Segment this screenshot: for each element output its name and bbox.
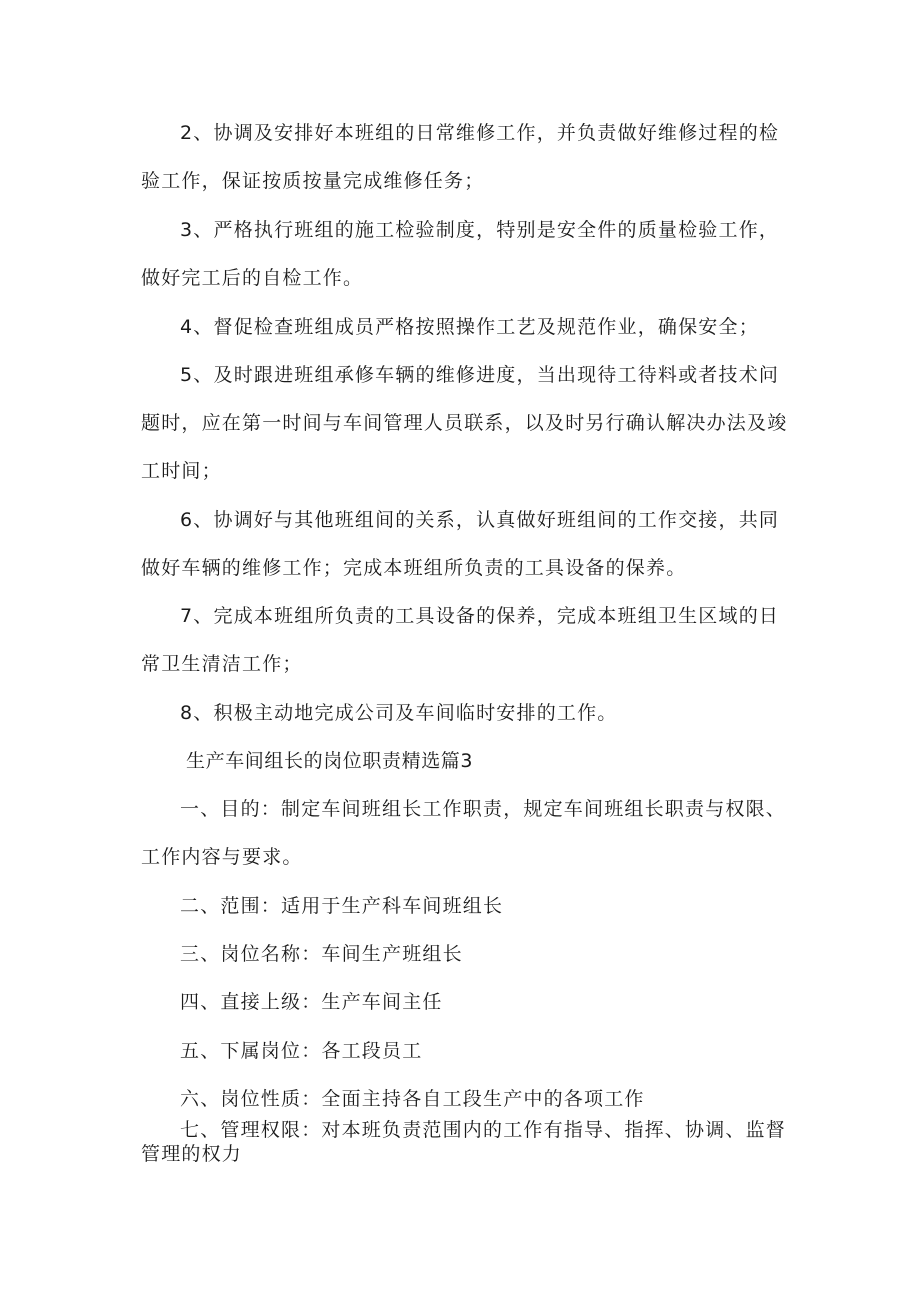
item-5-line-1: 5、及时跟进班组承修车辆的维修进度，当出现待工待料或者技术问: [180, 364, 780, 386]
item-5-line-2: 题时，应在第一时间与车间管理人员联系，以及时另行确认解决办法及竣: [141, 412, 788, 434]
item-3-line-2: 做好完工后的自检工作。: [141, 267, 364, 289]
item-7-line-1: 7、完成本班组所负责的工具设备的保养，完成本班组卫生区域的日: [180, 605, 780, 627]
section-1-line-2: 工作内容与要求。: [141, 846, 303, 868]
item-3-line-1: 3、严格执行班组的施工检验制度，特别是安全件的质量检验工作，: [180, 219, 780, 241]
section-2-line: 二、范围：适用于生产科车间班组长: [180, 895, 504, 917]
section-3-line: 三、岗位名称：车间生产班组长: [180, 943, 463, 965]
item-2-line-1: 2、协调及安排好本班组的日常维修工作，并负责做好维修过程的检: [180, 122, 780, 144]
section-7-line-1: 七、管理权限：对本班负责范围内的工作有指导、指挥、协调、监督: [180, 1119, 787, 1141]
item-2-line-2: 验工作，保证按质按量完成维修任务；: [141, 170, 485, 192]
section-1-line-1: 一、目的：制定车间班组长工作职责，规定车间班组长职责与权限、: [180, 798, 787, 820]
item-8-line-1: 8、积极主动地完成公司及车间临时安排的工作。: [180, 702, 618, 724]
item-5-line-3: 工时间；: [141, 460, 222, 482]
section-6-line: 六、岗位性质：全面主持各自工段生产中的各项工作: [180, 1088, 645, 1110]
section-4-line: 四、直接上级：生产车间主任: [180, 991, 443, 1013]
item-6-line-2: 做好车辆的维修工作；完成本班组所负责的工具设备的保养。: [141, 557, 687, 579]
item-6-line-1: 6、协调好与其他班组间的关系，认真做好班组间的工作交接，共同: [180, 509, 780, 531]
section-5-line: 五、下属岗位：各工段员工: [180, 1040, 423, 1062]
section-heading: 生产车间组长的岗位职责精选篇3: [186, 750, 474, 772]
item-4-line-1: 4、督促检查班组成员严格按照操作工艺及规范作业，确保安全；: [180, 316, 759, 338]
section-7-line-2: 管理的权力: [141, 1143, 243, 1165]
item-7-line-2: 常卫生清洁工作；: [141, 653, 303, 675]
